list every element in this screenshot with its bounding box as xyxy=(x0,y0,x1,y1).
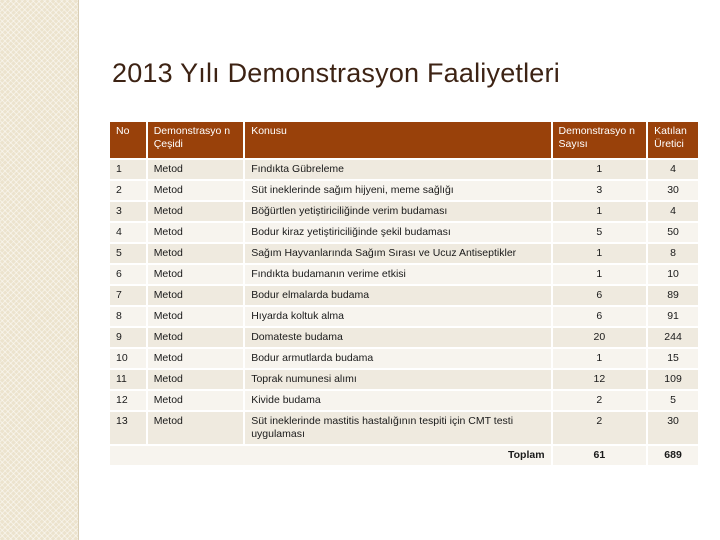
cell-type: Metod xyxy=(148,391,244,410)
cell-count: 20 xyxy=(553,328,647,347)
cell-type: Metod xyxy=(148,244,244,263)
cell-topic: Bodur armutlarda budama xyxy=(245,349,550,368)
table-row xyxy=(110,391,698,410)
header-type: Demonstrasyo n Çeşidi xyxy=(148,122,244,158)
cell-type: Metod xyxy=(148,160,244,179)
cell-count: 1 xyxy=(553,202,647,221)
cell-participants: 15 xyxy=(648,349,698,368)
cell-count: 6 xyxy=(553,307,647,326)
table-row xyxy=(110,244,698,263)
cell-count: 3 xyxy=(553,181,647,200)
cell-topic: Sağım Hayvanlarında Sağım Sırası ve Ucuz Antiseptikler xyxy=(245,244,550,263)
cell-no: 1 xyxy=(110,160,146,179)
table-row xyxy=(110,265,698,284)
total-row xyxy=(110,446,698,465)
cell-type: Metod xyxy=(148,286,244,305)
cell-participants: 30 xyxy=(648,181,698,200)
sidebar-divider xyxy=(78,0,79,540)
cell-type: Metod xyxy=(148,328,244,347)
cell-no: 10 xyxy=(110,349,146,368)
cell-topic: Fındıkta budamanın verime etkisi xyxy=(245,265,550,284)
cell-topic: Bodur elmalarda budama xyxy=(245,286,550,305)
cell-no: 5 xyxy=(110,244,146,263)
header-topic: Konusu xyxy=(245,122,550,158)
cell-type: Metod xyxy=(148,202,244,221)
cell-no: 2 xyxy=(110,181,146,200)
cell-count: 1 xyxy=(553,160,647,179)
total-count: 61 xyxy=(553,446,647,465)
cell-participants: 4 xyxy=(648,202,698,221)
table-row xyxy=(110,160,698,179)
cell-topic: Böğürtlen yetiştiriciliğinde verim budaması xyxy=(245,202,550,221)
cell-no: 4 xyxy=(110,223,146,242)
cell-topic: Süt ineklerinde sağım hijyeni, meme sağlığı xyxy=(245,181,550,200)
cell-participants: 4 xyxy=(648,160,698,179)
cell-participants: 5 xyxy=(648,391,698,410)
cell-participants: 30 xyxy=(648,412,698,444)
table-header-row xyxy=(110,122,698,158)
cell-topic: Toprak numunesi alımı xyxy=(245,370,550,389)
cell-participants: 50 xyxy=(648,223,698,242)
cell-no: 12 xyxy=(110,391,146,410)
cell-count: 2 xyxy=(553,412,647,444)
cell-count: 1 xyxy=(553,244,647,263)
header-participants: Katılan Üretici xyxy=(648,122,698,158)
cell-participants: 89 xyxy=(648,286,698,305)
cell-no: 8 xyxy=(110,307,146,326)
cell-type: Metod xyxy=(148,349,244,368)
cell-count: 12 xyxy=(553,370,647,389)
demonstration-table xyxy=(108,120,700,467)
cell-count: 2 xyxy=(553,391,647,410)
table-row xyxy=(110,286,698,305)
table-row xyxy=(110,307,698,326)
decorative-sidebar xyxy=(0,0,78,540)
cell-no: 9 xyxy=(110,328,146,347)
table-row xyxy=(110,412,698,444)
cell-type: Metod xyxy=(148,370,244,389)
cell-count: 6 xyxy=(553,286,647,305)
cell-type: Metod xyxy=(148,265,244,284)
cell-participants: 109 xyxy=(648,370,698,389)
cell-count: 5 xyxy=(553,223,647,242)
cell-topic: Kivide budama xyxy=(245,391,550,410)
total-participants: 689 xyxy=(648,446,698,465)
cell-type: Metod xyxy=(148,307,244,326)
cell-count: 1 xyxy=(553,349,647,368)
total-label: Toplam xyxy=(110,446,551,465)
table-row xyxy=(110,349,698,368)
table-row xyxy=(110,181,698,200)
cell-no: 13 xyxy=(110,412,146,444)
cell-type: Metod xyxy=(148,412,244,444)
cell-topic: Fındıkta Gübreleme xyxy=(245,160,550,179)
cell-topic: Domateste budama xyxy=(245,328,550,347)
cell-no: 11 xyxy=(110,370,146,389)
table-row xyxy=(110,370,698,389)
cell-participants: 244 xyxy=(648,328,698,347)
cell-topic: Bodur kiraz yetiştiriciliğinde şekil budaması xyxy=(245,223,550,242)
cell-no: 6 xyxy=(110,265,146,284)
cell-topic: Hıyarda koltuk alma xyxy=(245,307,550,326)
cell-participants: 91 xyxy=(648,307,698,326)
cell-participants: 8 xyxy=(648,244,698,263)
cell-no: 3 xyxy=(110,202,146,221)
page-title: 2013 Yılı Demonstrasyon Faaliyetleri xyxy=(112,58,560,88)
header-count: Demonstrasyo n Sayısı xyxy=(553,122,647,158)
table-row xyxy=(110,328,698,347)
cell-no: 7 xyxy=(110,286,146,305)
table-row xyxy=(110,223,698,242)
table-row xyxy=(110,202,698,221)
cell-type: Metod xyxy=(148,181,244,200)
header-no: No xyxy=(110,122,146,158)
cell-type: Metod xyxy=(148,223,244,242)
cell-topic: Süt ineklerinde mastitis hastalığının tespiti için CMT testi uygulaması xyxy=(245,412,550,444)
cell-participants: 10 xyxy=(648,265,698,284)
cell-count: 1 xyxy=(553,265,647,284)
